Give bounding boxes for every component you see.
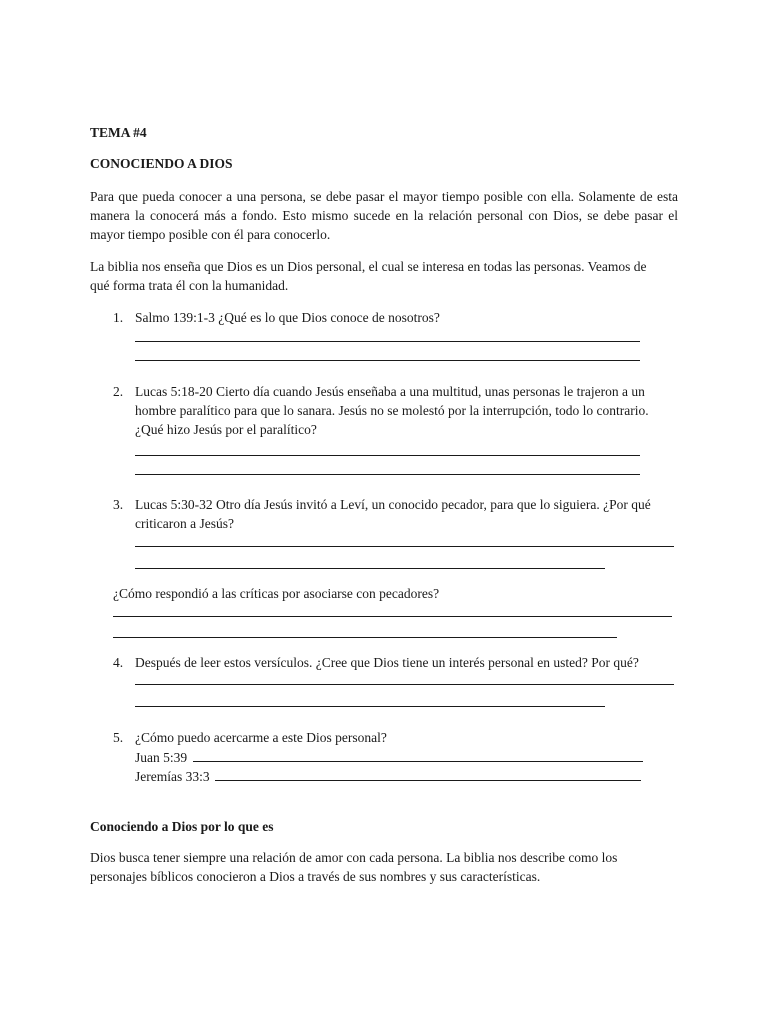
- section-title: Conociendo a Dios por lo que es: [90, 819, 274, 834]
- answer-line[interactable]: [113, 637, 617, 638]
- question-text: Salmo 139:1-3 ¿Qué es lo que Dios conoce de nosotros?: [135, 310, 440, 325]
- answer-line[interactable]: [135, 568, 605, 569]
- answer-line[interactable]: [135, 341, 640, 342]
- question-text: Después de leer estos versículos. ¿Cree que Dios tiene un interés personal en usted? Por qué?: [135, 655, 639, 670]
- question-number: 2.: [113, 384, 124, 399]
- question-number: 3.: [113, 497, 124, 512]
- section-paragraph-line-1: Dios busca tener siempre una relación de amor con cada persona. La biblia nos describe como los: [90, 850, 618, 865]
- answer-line[interactable]: [215, 766, 641, 781]
- page-title: CONOCIENDO A DIOS: [90, 156, 233, 171]
- reference-jeremias: [135, 766, 641, 786]
- answer-line[interactable]: [135, 684, 674, 685]
- answer-line[interactable]: [193, 747, 643, 762]
- reference-label: Jeremías 33:3: [135, 769, 210, 784]
- topic-number: TEMA #4: [90, 125, 147, 140]
- answer-line[interactable]: [135, 455, 640, 456]
- reference-label: Juan 5:39: [135, 750, 188, 765]
- question-text: ¿Cómo respondió a las críticas por asociarse con pecadores?: [113, 586, 440, 601]
- question-text: ¿Cómo puedo acercarme a este Dios personal?: [135, 730, 387, 745]
- question-text: ¿Qué hizo Jesús por el paralítico?: [135, 422, 317, 437]
- intro-paragraph-2-line-1: La biblia nos enseña que Dios es un Dios personal, el cual se interesa en todas las personas. Veamos de: [90, 259, 647, 274]
- question-number: 1.: [113, 310, 124, 325]
- question-number: 4.: [113, 655, 124, 670]
- section-paragraph-line-2: personajes bíblicos conocieron a Dios a través de sus nombres y sus características.: [90, 869, 541, 884]
- answer-line[interactable]: [135, 360, 640, 361]
- question-number: 5.: [113, 730, 124, 745]
- answer-line[interactable]: [135, 546, 674, 547]
- answer-line[interactable]: [113, 616, 672, 617]
- intro-paragraph-2-line-2: qué forma trata él con la humanidad.: [90, 278, 289, 293]
- question-text: criticaron a Jesús?: [135, 516, 234, 531]
- answer-line[interactable]: [135, 706, 605, 707]
- answer-line[interactable]: [135, 474, 640, 475]
- question-text: hombre paralítico para que lo sanara. Jesús no se molestó por la interrupción, todo lo contrario.: [135, 403, 649, 418]
- question-text: Lucas 5:18-20 Cierto día cuando Jesús enseñaba a una multitud, unas personas le trajeron a un: [135, 384, 645, 399]
- reference-juan: [135, 747, 643, 767]
- question-text: Lucas 5:30-32 Otro día Jesús invitó a Leví, un conocido pecador, para que lo siguiera. ¿Por qué: [135, 497, 651, 512]
- intro-paragraph: Para que pueda conocer a una persona, se debe pasar el mayor tiempo posible con ella. Solamente de esta manera la conocerá más a fondo. Esto mismo sucede en la relación personal con Dios, se debe pasar el mayor tiempo posible con él para conocerlo.: [90, 189, 678, 242]
